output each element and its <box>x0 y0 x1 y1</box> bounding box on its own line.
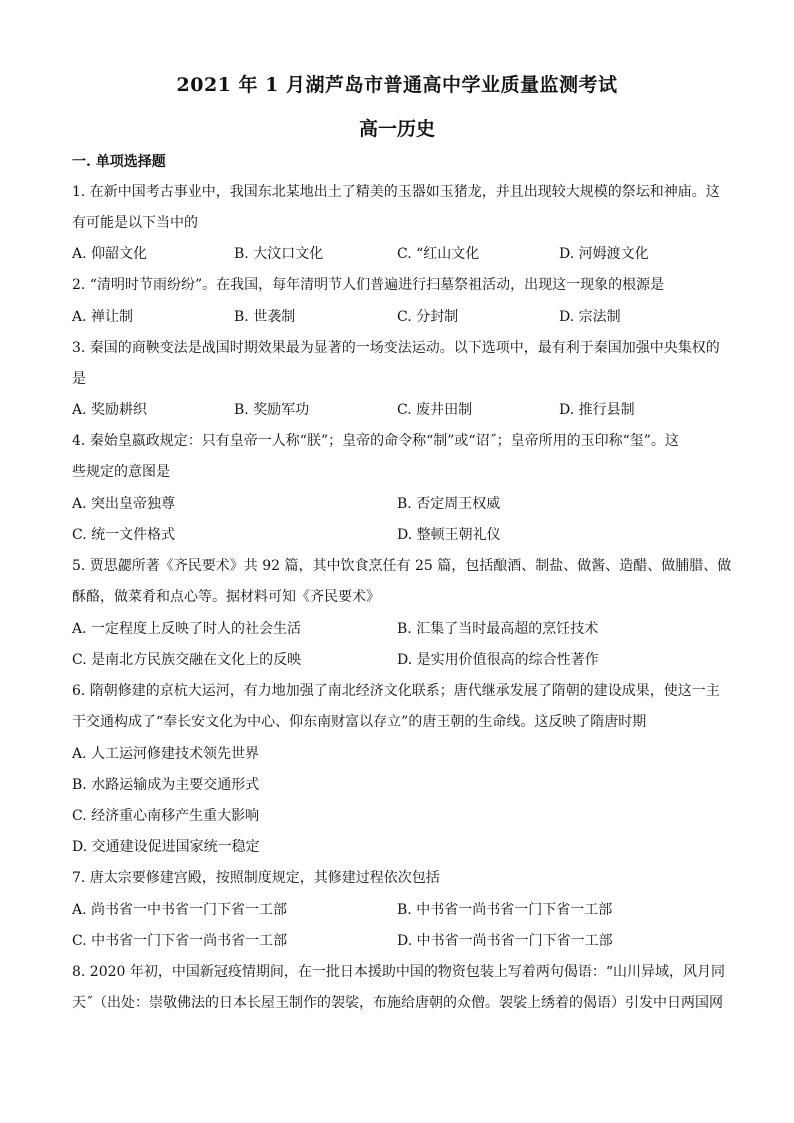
question-1-text-line2: 有可能是以下当中的 <box>72 215 198 231</box>
question-1-option-d: D. 河姆渡文化 <box>559 246 649 262</box>
question-5-text-line1: 5. 贾思勰所著《齐民要术》共 92 篇，其中饮食烹任有 25 篇，包括酿酒、制盐、做酱、造醋、做脯腊、做 <box>72 558 732 574</box>
question-4-option-d: D. 整顿王朝礼仪 <box>397 527 501 543</box>
question-1-text-line1: 1. 在新中国考古事业中，我国东北某地出土了精美的玉器如玉猪龙，并且出现较大规模的祭坛和神庙。这 <box>72 184 720 200</box>
question-2-text-line1: 2. “清明时节雨纷纷”。在我国，每年清明节人们普遍进行扫墓祭祖活动，出现这一现象的根源是 <box>72 277 665 293</box>
question-6-option-d: D. 交通建设促进国家统一稳定 <box>72 839 260 855</box>
question-1-option-a: A. 仰韶文化 <box>72 246 148 262</box>
question-1-option-b: B. 大汶口文化 <box>234 246 324 262</box>
question-2-option-c: C. 分封制 <box>397 309 459 325</box>
question-5-option-a: A. 一定程度上反映了时人的社会生活 <box>72 621 302 637</box>
question-3-option-a: A. 奖励耕织 <box>72 402 148 418</box>
question-3-option-d: D. 推行县制 <box>559 402 635 418</box>
section-heading: 一. 单项选择题 <box>72 154 166 170</box>
question-4-option-a: A. 突出皇帝独尊 <box>72 496 176 512</box>
question-7-option-a: A. 尚书省一中书省一门下省一工部 <box>72 902 288 918</box>
question-6-text-line1: 6. 隋朝修建的京杭大运河，有力地加强了南北经济文化联系；唐代继承发展了隋朝的建设成果，使这一主 <box>72 683 720 699</box>
question-7-text-line1: 7. 唐太宗要修建宫殿，按照制度规定，其修建过程依次包括 <box>72 870 440 886</box>
question-6-option-b: B. 水路运输成为主要交通形式 <box>72 777 260 793</box>
question-3-option-b: B. 奖励军功 <box>234 402 310 418</box>
question-2-option-b: B. 世袭制 <box>234 309 296 325</box>
question-4-text-line1: 4. 秦始皇嬴政规定：只有皇帝一人称“朕”；皇帝的命令称“制”或“诏˝；皇帝所用的玉印称“玺”。这 <box>72 433 679 449</box>
question-4-option-b: B. 否定周王权威 <box>397 496 501 512</box>
question-5-option-c: C. 是南北方民族交融在文化上的反映 <box>72 652 302 668</box>
question-7-option-b: B. 中书省一尚书省一门下省一工部 <box>397 902 613 918</box>
question-7-option-d: D. 中书省一尚书省一门下省一工部 <box>397 933 613 949</box>
question-2-option-a: A. 禅让制 <box>72 309 134 325</box>
question-7-option-c: C. 中书省一门下省一尚书省一工部 <box>72 933 288 949</box>
question-3-text-line2: 是 <box>72 371 86 387</box>
question-8-text-line2: 天˝（出处：崇敬佛法的日本长屋王制作的袈裟，布施给唐朝的众僧。袈裟上绣着的偈语）引发中日两国网 <box>72 995 723 1011</box>
question-4-option-c: C. 统一文件格式 <box>72 527 176 543</box>
question-4-text-line2: 些规定的意图是 <box>72 464 170 480</box>
exam-title: 2021 年 1 月湖芦岛市普通高中学业质量监测考试 <box>176 74 618 96</box>
question-5-text-line2: 酥酪，做菜肴和点心等。据材料可知《齐民要术》 <box>72 589 380 605</box>
question-6-option-a: A. 人工运河修建技术领先世界 <box>72 746 260 762</box>
question-1-option-c: C. “红山文化 <box>397 246 480 262</box>
question-2-option-d: D. 宗法制 <box>559 309 621 325</box>
question-8-text-line1: 8. 2020 年初，中国新冠疫情期间，在一批日本援助中国的物资包装上写着两句偈语：“山川异域，风月同 <box>72 964 726 980</box>
question-6-text-line2: 干交通构成了“奉长安文化为中心、仰东南财富以存立”的唐王朝的生命线。这反映了隋唐时期 <box>72 714 647 730</box>
exam-subject: 高一历史 <box>358 118 435 140</box>
question-6-option-c: C. 经济重心南移产生重大影响 <box>72 808 260 824</box>
question-5-option-d: D. 是实用价值很高的综合性著作 <box>397 652 599 668</box>
question-3-option-c: C. 废井田制 <box>397 402 473 418</box>
question-3-text-line1: 3. 秦国的商鞅变法是战国时期效果最为显著的一场变法运动。以下选项中，最有利于秦国加强中央集权的 <box>72 340 720 356</box>
question-5-option-b: B. 汇集了当时最高超的烹饪技术 <box>397 621 599 637</box>
